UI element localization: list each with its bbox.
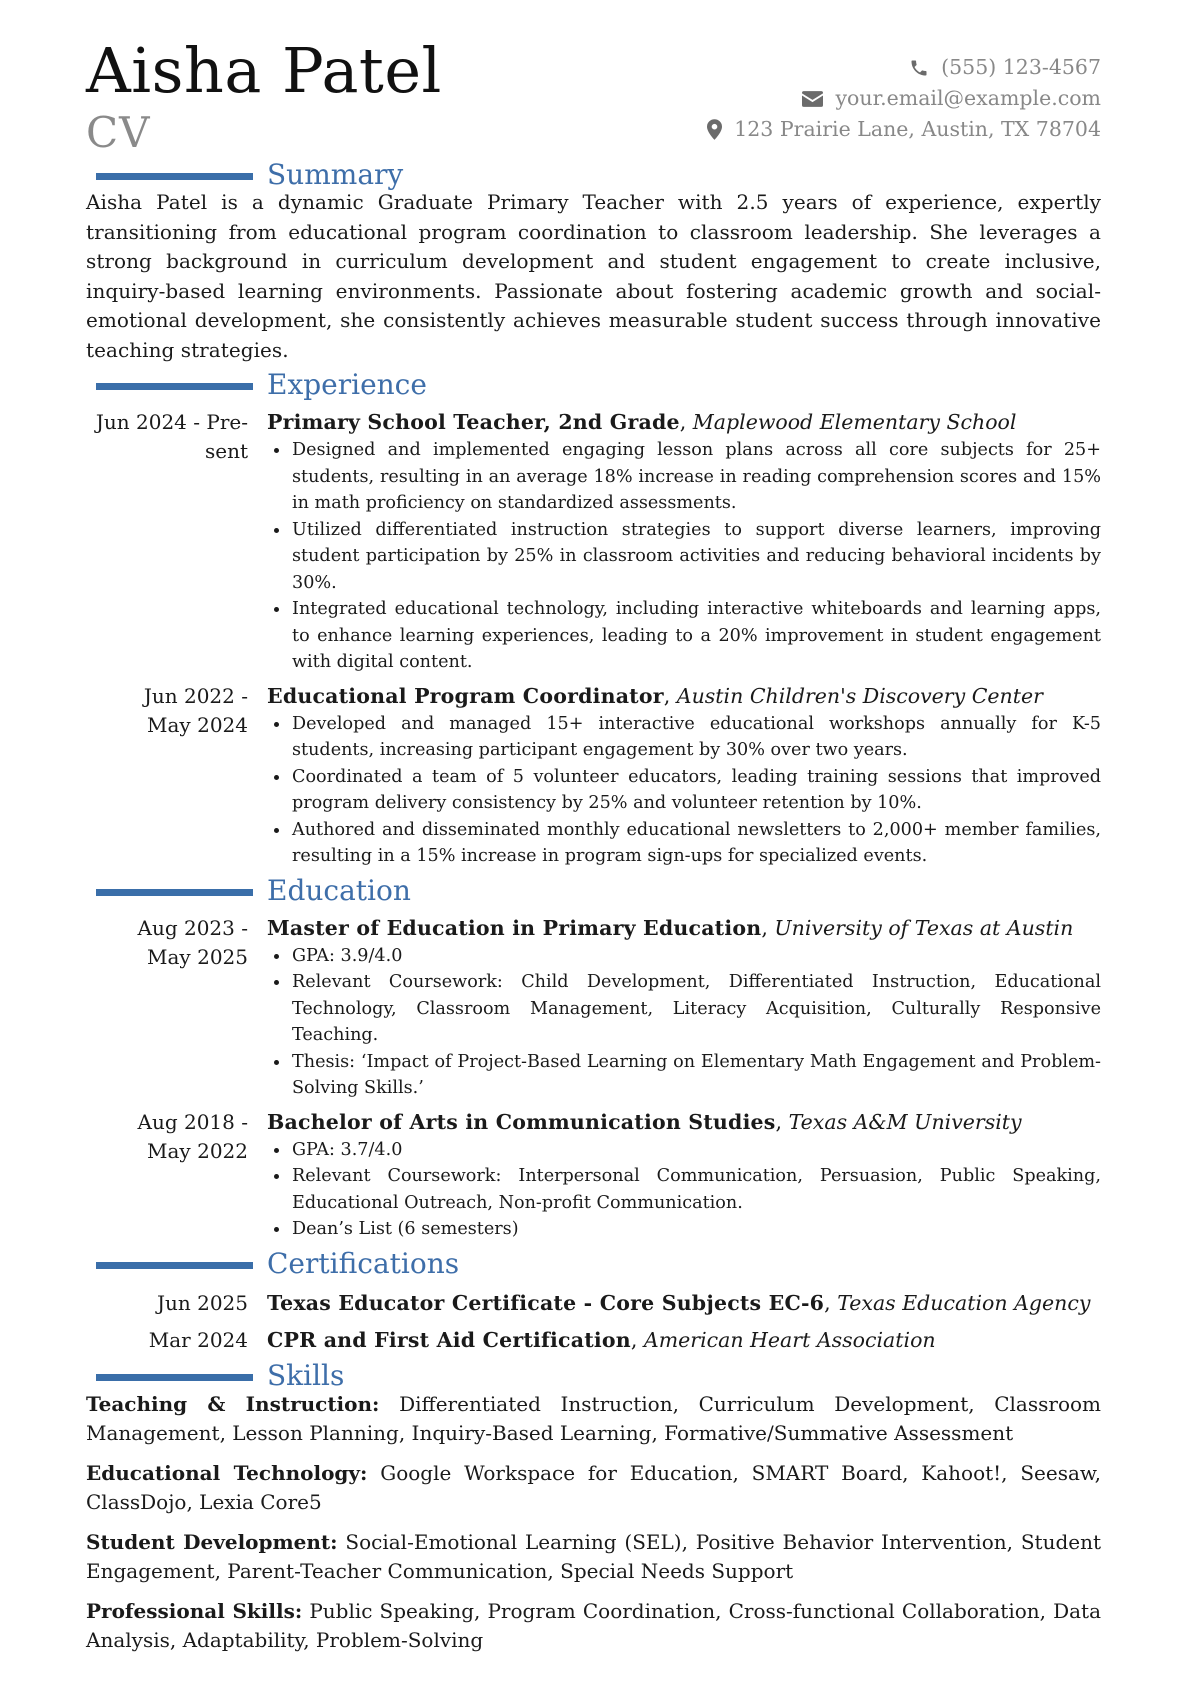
summary-text: Aisha Patel is a dynamic Graduate Primary Teacher with 2.5 years of experience, expertly transitioning from educational program coordination to classroom leadership. She leverages a strong background in curriculum development and student engagement to create inclusive, inquiry-based learning environments. Passionate about fostering academic growth and social-emotional development, she consistently achieves measurable student success through innovative teaching strategies. <box>86 190 1101 362</box>
document-subtitle: CV <box>86 108 151 157</box>
date-end: sent <box>204 439 248 463</box>
entry-title: Primary School Teacher, 2nd Grade, Maplewood Elementary School <box>267 410 1017 434</box>
education-entry <box>86 1108 1101 1243</box>
list-item: Relevant Coursework: Child Development, Differentiated Instruction, Educational Technology, Classroom Management, Literacy Acquisition, Culturally Responsive Teaching. <box>292 969 1101 1049</box>
cv-page <box>86 0 1101 1666</box>
skill-values: Google Workspace for Education, SMART Board, Kahoot!, Seesaw, ClassDojo, Lexia Core5 <box>86 1460 1102 1514</box>
skill-group <box>86 1528 1101 1587</box>
certification-entry <box>86 1285 1101 1322</box>
experience-section-header <box>86 370 1101 404</box>
certification-entry <box>86 1322 1101 1359</box>
section-title: Experience <box>267 368 427 401</box>
map-pin-icon <box>707 119 722 140</box>
date-start: Aug 2023 - <box>137 915 248 940</box>
list-item: Coordinated a team of 5 volunteer educators, leading training sessions that improved program delivery consistency by 25% and volunteer retention by 10%. <box>292 764 1101 817</box>
contact-email[interactable] <box>707 83 1101 114</box>
skills-section-header <box>86 1358 1101 1395</box>
entry-date <box>86 1108 267 1243</box>
list-item: Developed and managed 15+ interactive educational workshops annually for K-5 students, increasing participant engagement by 30% over two years. <box>292 711 1101 764</box>
entry-date: Mar 2024 <box>148 1327 248 1352</box>
section-accent-bar <box>96 173 253 180</box>
skill-label: Student Development: <box>86 1529 338 1554</box>
skill-group <box>86 1459 1101 1518</box>
entry-date: Jun 2025 <box>156 1290 248 1315</box>
address-text: 123 Prairie Lane, Austin, TX 78704 <box>734 117 1101 141</box>
contact-block <box>707 52 1101 145</box>
date-end: May 2022 <box>147 1138 248 1163</box>
skill-label: Teaching & Instruction: <box>86 1391 380 1416</box>
section-accent-bar <box>96 1262 253 1269</box>
bullet-list <box>267 943 1101 1102</box>
job-role: Educational Program Coordinator <box>267 683 664 708</box>
section-accent-bar <box>96 1374 253 1381</box>
entry-body <box>267 914 1101 1102</box>
list-item: Dean’s List (6 semesters) <box>292 1216 1101 1243</box>
issuer: American Heart Association <box>643 1327 936 1352</box>
employer: Maplewood Elementary School <box>692 410 1017 434</box>
skill-values: Social-Emotional Learning (SEL), Positive Behavior Intervention, Student Engagement, Parent-Teacher Communication, Special Needs Support <box>86 1529 1102 1583</box>
issuer: Texas Education Agency <box>837 1290 1091 1315</box>
entry-date <box>86 408 267 676</box>
entry-title: Master of Education in Primary Education, University of Texas at Austin <box>267 915 1074 940</box>
list-item: Authored and disseminated monthly educational newsletters to 2,000+ member families, resulting in a 15% increase in program sign-ups for specialized events. <box>292 817 1101 870</box>
skill-group <box>86 1597 1101 1656</box>
skill-values: Differentiated Instruction, Curriculum Development, Classroom Management, Lesson Planning, Inquiry-Based Learning, Formative/Summative Assessment <box>86 1391 1101 1445</box>
person-name: Aisha Patel <box>86 34 442 107</box>
skill-group <box>86 1390 1101 1449</box>
entry-date <box>86 682 267 870</box>
institution: University of Texas at Austin <box>774 915 1074 940</box>
entry-title: CPR and First Aid Certification, American Heart Association <box>267 1327 936 1352</box>
certifications-section-header <box>86 1246 1101 1283</box>
bullet-list <box>267 711 1101 870</box>
date-end: May 2025 <box>147 944 248 969</box>
entry-title: Texas Educator Certificate - Core Subjects EC-6, Texas Education Agency <box>267 1290 1091 1315</box>
bullet-list <box>267 1137 1101 1243</box>
entry-title: Educational Program Coordinator, Austin Children's Discovery Center <box>267 683 1043 708</box>
education-section-header <box>86 873 1101 910</box>
skills-list <box>86 1390 1101 1656</box>
degree: Master of Education in Primary Education <box>267 915 762 940</box>
summary-section-header <box>86 160 1101 194</box>
list-item: Thesis: ‘Impact of Project-Based Learning on Elementary Math Engagement and Problem-Solving Skills.’ <box>292 1049 1101 1102</box>
envelope-icon <box>802 91 823 107</box>
list-item: Designed and implemented engaging lesson plans across all core subjects for 25+ students, resulting in an average 18% increase in reading comprehension scores and 15% in math proficiency on standardized assessments. <box>292 437 1101 517</box>
section-title: Education <box>267 873 411 907</box>
entry-body <box>267 1108 1101 1243</box>
entry-body <box>267 408 1101 676</box>
section-title: Summary <box>267 158 404 191</box>
bullet-list <box>267 437 1101 676</box>
cv-header <box>86 0 1101 160</box>
date-start: Aug 2018 - <box>137 1109 248 1134</box>
degree: Bachelor of Arts in Communication Studies <box>267 1109 776 1134</box>
date-start: Jun 2022 - <box>143 683 248 708</box>
employer: Austin Children's Discovery Center <box>676 683 1043 708</box>
section-title: Certifications <box>267 1246 460 1280</box>
job-role: Primary School Teacher, 2nd Grade <box>267 410 680 434</box>
list-item: Integrated educational technology, including interactive whiteboards and learning apps, to enhance learning experiences, leading to a 20% improvement in student engagement with digital content. <box>292 596 1101 676</box>
list-item: GPA: 3.7/4.0 <box>292 1137 1101 1164</box>
phone-icon <box>909 58 929 78</box>
experience-entry <box>86 682 1101 870</box>
date-end: May 2024 <box>147 712 248 737</box>
skill-values: Public Speaking, Program Coordination, Cross-functional Collaboration, Data Analysis, Adaptability, Problem-Solving <box>86 1598 1102 1652</box>
list-item: GPA: 3.9/4.0 <box>292 943 1101 970</box>
certificate-name: Texas Educator Certificate - Core Subjects EC-6 <box>267 1290 825 1315</box>
email-text: your.email@example.com <box>835 86 1101 110</box>
skill-label: Educational Technology: <box>86 1460 368 1485</box>
section-accent-bar <box>96 383 253 390</box>
institution: Texas A&M University <box>788 1109 1022 1134</box>
entry-title: Bachelor of Arts in Communication Studies, Texas A&M University <box>267 1109 1022 1134</box>
section-title: Skills <box>267 1358 345 1392</box>
date-start: Jun 2024 - Pre- <box>95 410 248 434</box>
list-item: Utilized differentiated instruction strategies to support diverse learners, improving student participation by 25% in classroom activities and reducing behavioral incidents by 30%. <box>292 517 1101 597</box>
contact-phone[interactable] <box>707 52 1101 83</box>
list-item: Relevant Coursework: Interpersonal Communication, Persuasion, Public Speaking, Educational Outreach, Non-profit Communication. <box>292 1163 1101 1216</box>
skill-label: Professional Skills: <box>86 1598 303 1623</box>
contact-address <box>707 114 1101 145</box>
phone-text: (555) 123-4567 <box>941 55 1101 79</box>
education-entry <box>86 914 1101 1102</box>
section-accent-bar <box>96 889 253 896</box>
entry-date <box>86 914 267 1102</box>
entry-body <box>267 682 1101 870</box>
experience-entry <box>86 408 1101 676</box>
certificate-name: CPR and First Aid Certification <box>267 1327 631 1352</box>
